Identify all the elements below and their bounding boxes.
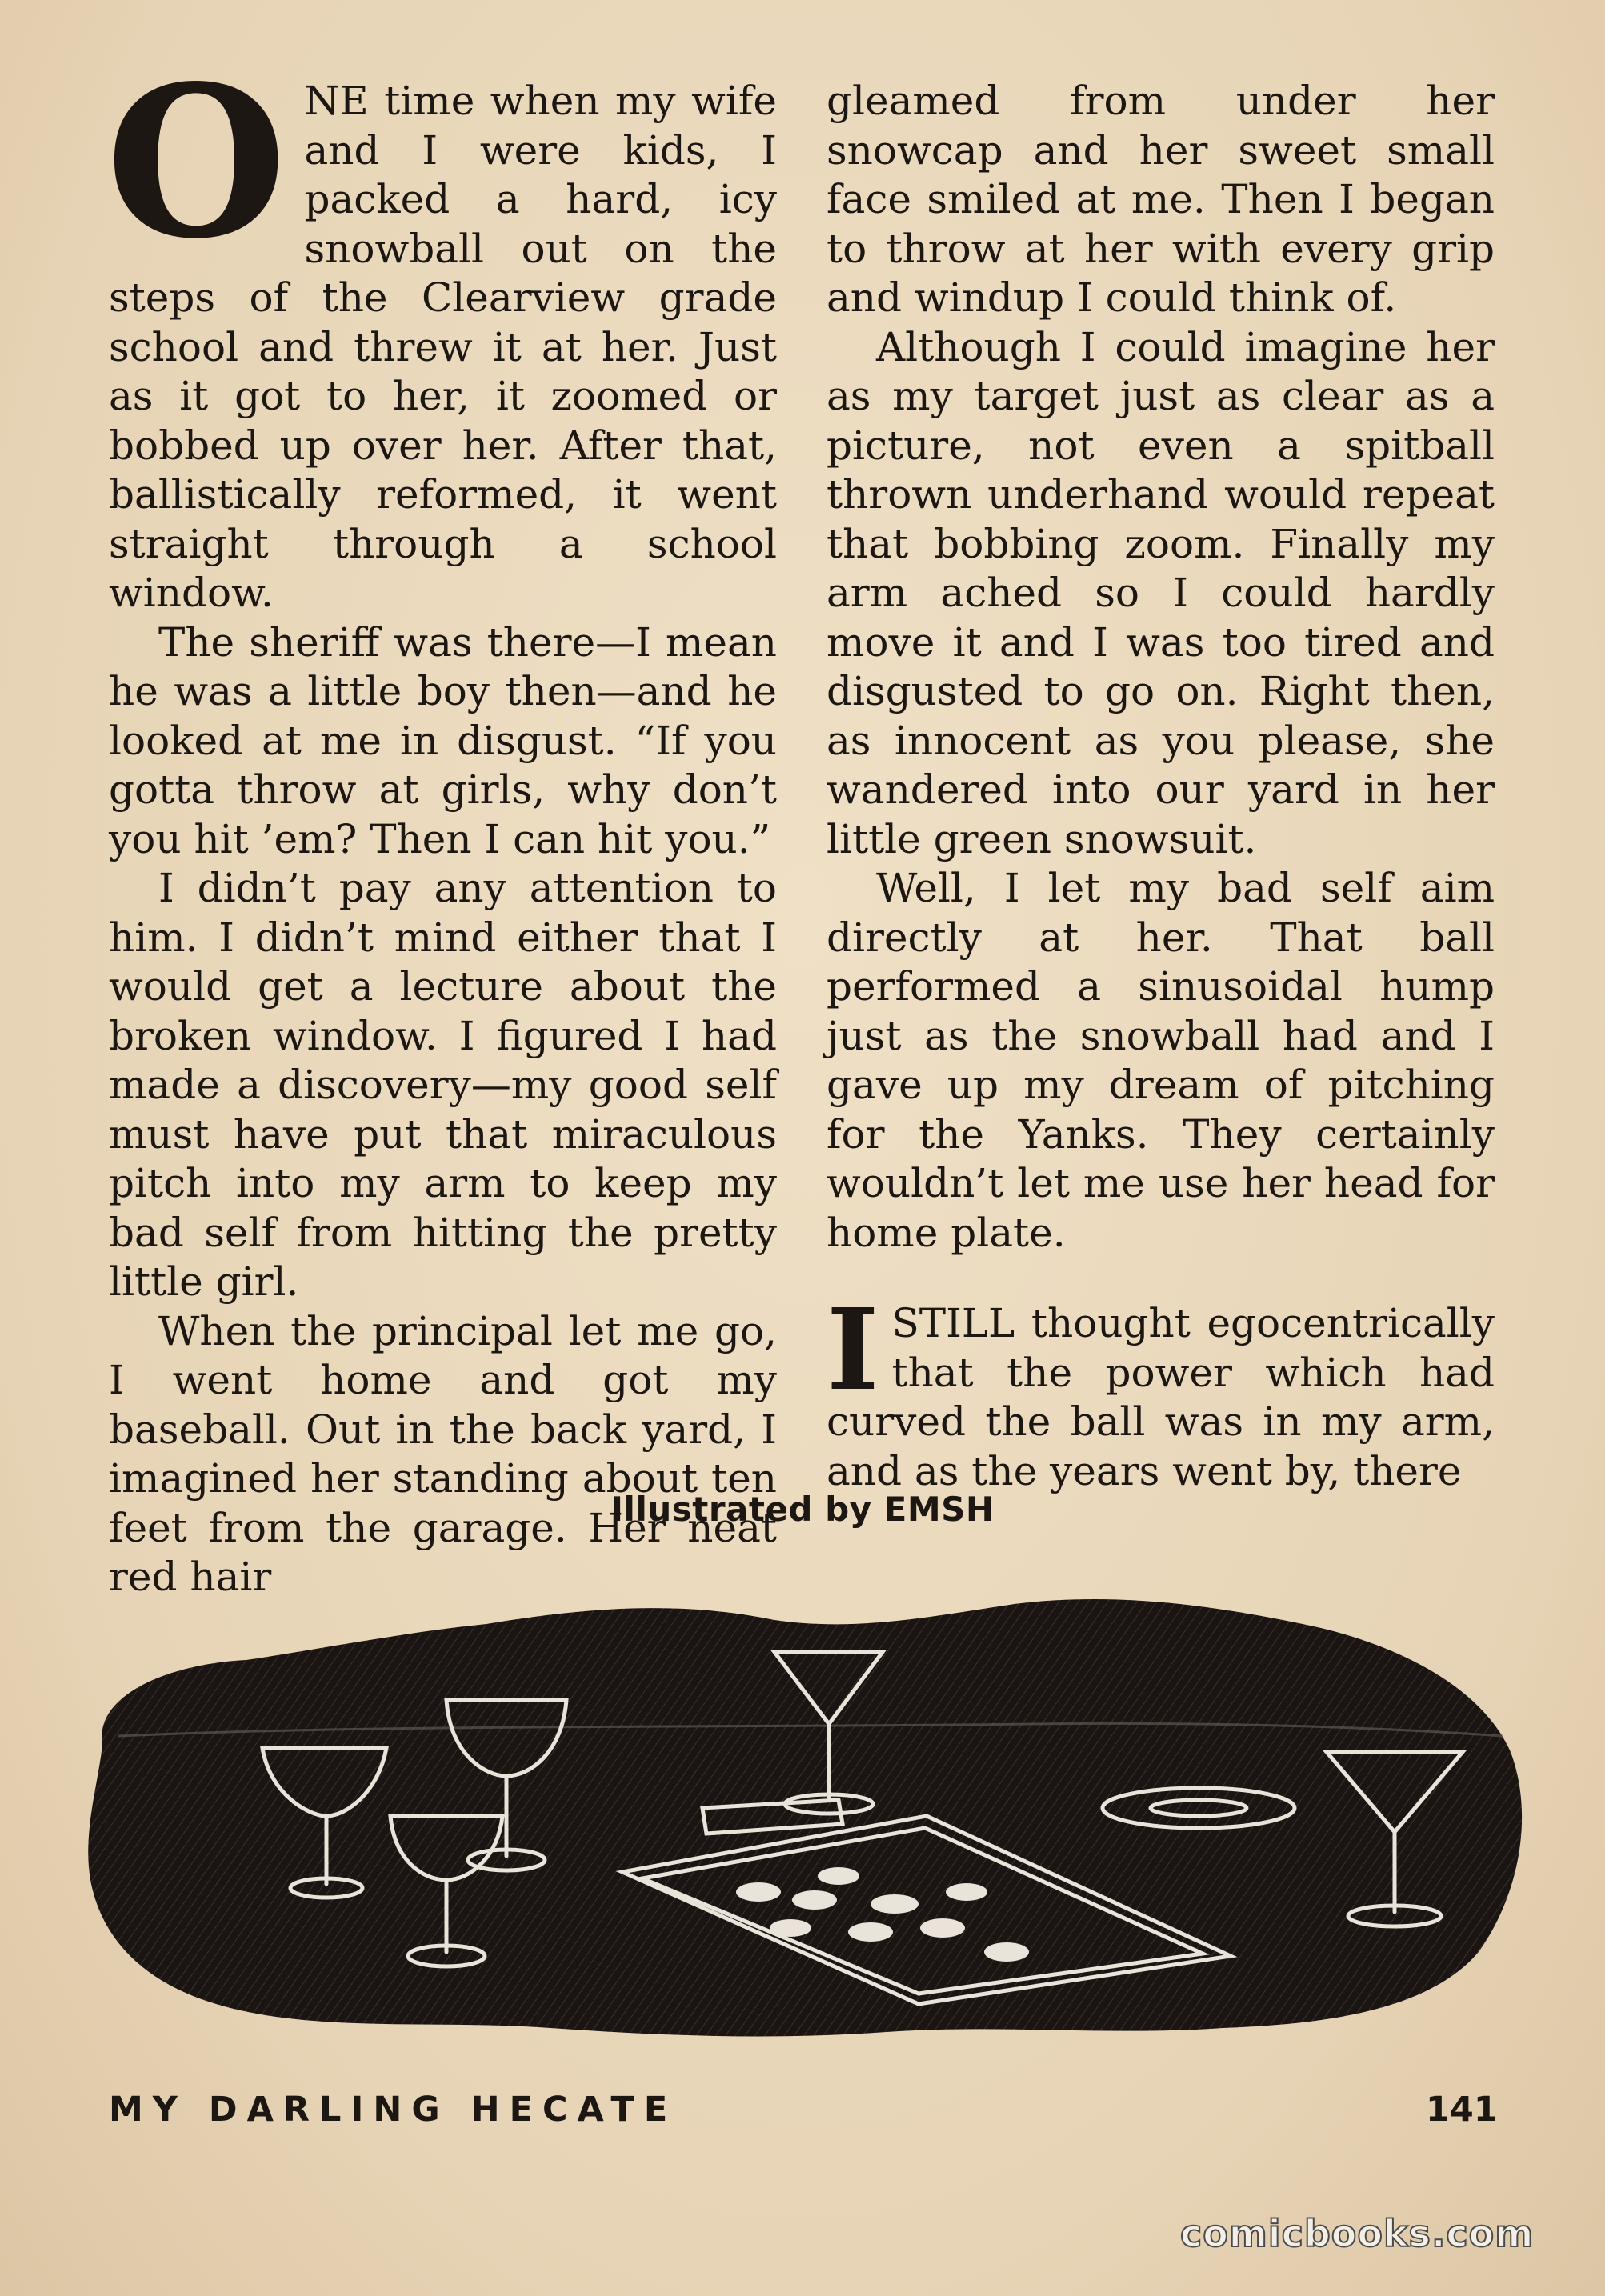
paragraph-text: STILL thought egocentrically that the power which had curved the ball was in my arm, and as the years went by, there	[827, 1300, 1495, 1494]
paragraph-8	[827, 1285, 1495, 1496]
paragraph-7: Well, I let my bad self aim directly at her. That ball performed a sinusoidal hump just as the snowball had and I gave up my dream of pitching for the Yanks. They certainly wouldn’t let me use her head for home plate.	[827, 865, 1495, 1256]
paragraph-text: NE time when my wife and I were kids, I packed a hard, icy snowball out on the steps of the Clearview grade school and threw it at her. Just as it got to her, it zoomed or bobbed up over her. After that, ballistically reformed, it went straight through a school window.	[109, 78, 777, 616]
paragraph-3: I didn’t pay any attention to him. I didn’t mind either that I would get a lecture about the broken window. I figured I had made a discovery—my good self must have put that miraculous pitch into my arm to keep my bad self from hitting the pretty little girl.	[109, 865, 777, 1305]
drop-cap: O	[106, 41, 287, 285]
text-column-left	[106, 41, 777, 1602]
illustration-glasses-and-tray	[70, 1576, 1535, 2048]
running-footer-title: MY DARLING HECATE	[109, 2090, 678, 2130]
paragraph-6: Although I could imagine her as my target just as clear as a picture, not even a spitball thrown underhand would repeat that bobbing zoom. Finally my arm ached so I could hardly move it and I was too tired and disgusted to go on. Right then, as innocent as you please, she wandered into our yard in her little green snowsuit.	[827, 323, 1495, 862]
drop-cap: I	[827, 1285, 879, 1416]
page-number: 141	[1426, 2090, 1498, 2130]
paragraph-5: gleamed from under her snowcap and her sweet small face smiled at me. Then I began to throw at her with every grip and windup I could think of.	[827, 78, 1495, 321]
paragraph-1	[106, 41, 777, 618]
text-column-right	[827, 77, 1495, 1496]
paragraph-2: The sheriff was there—I mean he was a little boy then—and he looked at me in disgust. “If you gotta throw at girls, why don’t you hit ’em? Then I can hit you.”	[109, 618, 777, 862]
watermark-logo: comicbooks.com	[1180, 2212, 1535, 2255]
paragraph-4: When the principal let me go, I went home and got my baseball. Out in the back yard, I imagined her standing about ten feet from the garage. Her neat red hair	[109, 1307, 777, 1600]
illustration-credit: Illustrated by EMSH	[610, 1490, 995, 1529]
